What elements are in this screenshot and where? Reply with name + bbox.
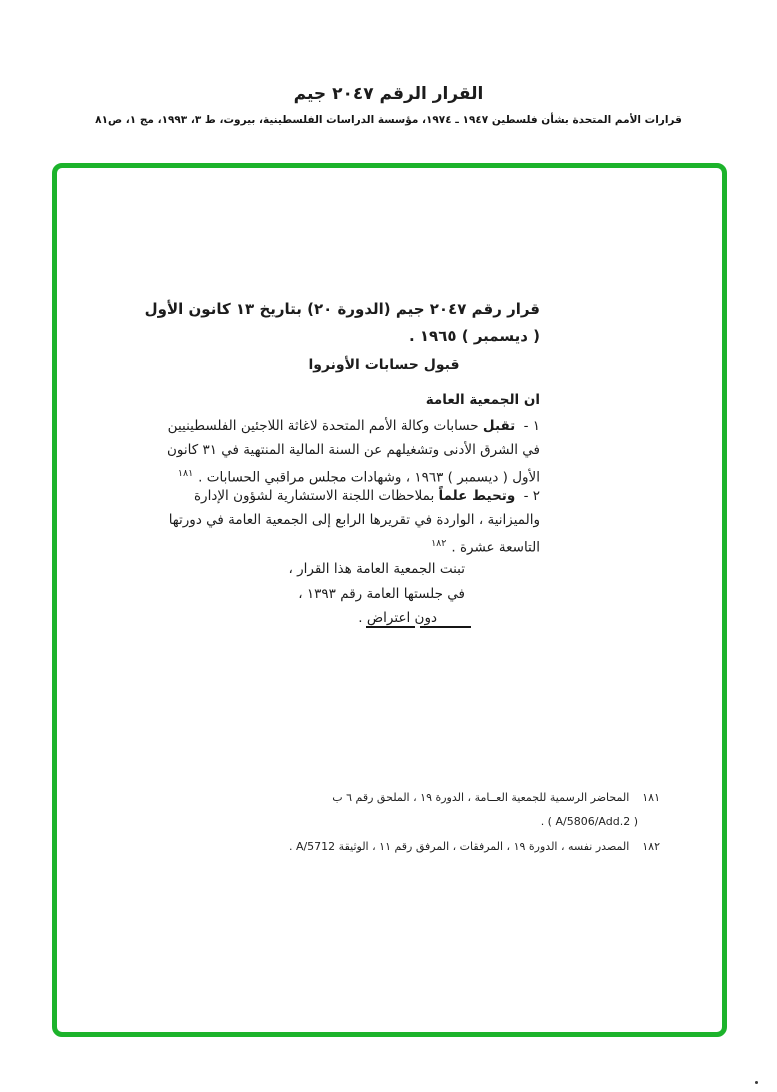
resolution-heading-line2: ( ديسمبر ) ١٩٦٥ . — [408, 327, 540, 345]
footnote-ref-182: ١٨٢ — [431, 538, 447, 549]
paragraph-1-line1 — [167, 415, 540, 439]
resolution-heading — [144, 296, 540, 350]
resolution-subject: قبول حسابات الأونروا — [308, 357, 460, 373]
page-title: القرار الرقم ٢٠٤٧ جيم — [293, 84, 484, 104]
footnote-182 — [288, 837, 660, 857]
paragraph-1-number: ١ - — [523, 418, 540, 434]
paragraph-1-lead: تقبل — [482, 418, 516, 434]
adoption-note — [225, 557, 465, 631]
footnote-181-continuation: ( A/5806/Add.2 ) . — [540, 815, 638, 828]
paragraph-1-line2: في الشرق الأدنى وتشغيلهم عن السنة المالية المنتهية في ٣١ كانون — [166, 441, 540, 458]
paragraph-1 — [166, 415, 540, 490]
page-artifact-dot — [755, 1081, 758, 1084]
source-citation: قرارات الأمم المتحدة بشأن فلسطين ١٩٤٧ ـ ١٩٧٤، مؤسسة الدراسات الفلسطينية، بيروت، ط ٣، ١٩٩٣، مج ١، ص٨١ — [95, 114, 682, 126]
footnote-divider — [366, 626, 471, 628]
adoption-note-line2: في جلستها العامة رقم ١٣٩٣ ، — [298, 585, 465, 602]
footnote-181-text: المحاضر الرسمية للجمعية العــامة ، الدورة ١٩ ، الملحق رقم ٦ ب — [332, 791, 630, 804]
paragraph-2-line3-text: التاسعة عشرة . — [451, 539, 540, 556]
paragraph-2 — [168, 485, 540, 560]
footnote-181 — [308, 788, 660, 808]
paragraph-2-line1 — [193, 485, 540, 509]
paragraph-2-number: ٢ - — [523, 488, 540, 504]
footnote-ref-181: ١٨١ — [177, 468, 194, 479]
paragraph-1-line3-text: الأول ( ديسمبر ) ١٩٦٣ ، وشهادات مجلس مراقبي الحسابات . — [198, 469, 540, 486]
paragraph-2-line3 — [228, 532, 540, 560]
paragraph-2-line1-text: بملاحظات اللجنة الاستشارية لشؤون الإدارة — [193, 488, 435, 504]
adoption-note-line1: تبنت الجمعية العامة هذا القرار ، — [288, 561, 465, 577]
footnotes-section — [288, 788, 660, 857]
paragraph-2-lead: وتحيط علماً — [438, 488, 516, 504]
paragraph-1-line1-text: حسابات وكالة الأمم المتحدة لاغاثة اللاجئين الفلسطينيين — [167, 418, 479, 434]
paragraph-2-line2: والميزانية ، الواردة في تقريرها الرابع إلى الجمعية العامة في دورتها — [168, 511, 540, 528]
adoption-note-line3: دون اعتراض . — [358, 610, 437, 626]
footnote-182-text: المصدر نفسه ، الدورة ١٩ ، المرفقات ، المرفق رقم ١١ ، الوثيقة A/5712 . — [288, 840, 630, 853]
preamble: ان الجمعية العامة — [425, 392, 540, 408]
resolution-heading-line1: قرار رقم ٢٠٤٧ جيم (الدورة ٢٠) بتاريخ ١٣ كانون الأول — [144, 300, 540, 318]
footnote-181-number: ١٨١ — [642, 791, 660, 804]
footnote-182-number: ١٨٢ — [642, 840, 660, 853]
